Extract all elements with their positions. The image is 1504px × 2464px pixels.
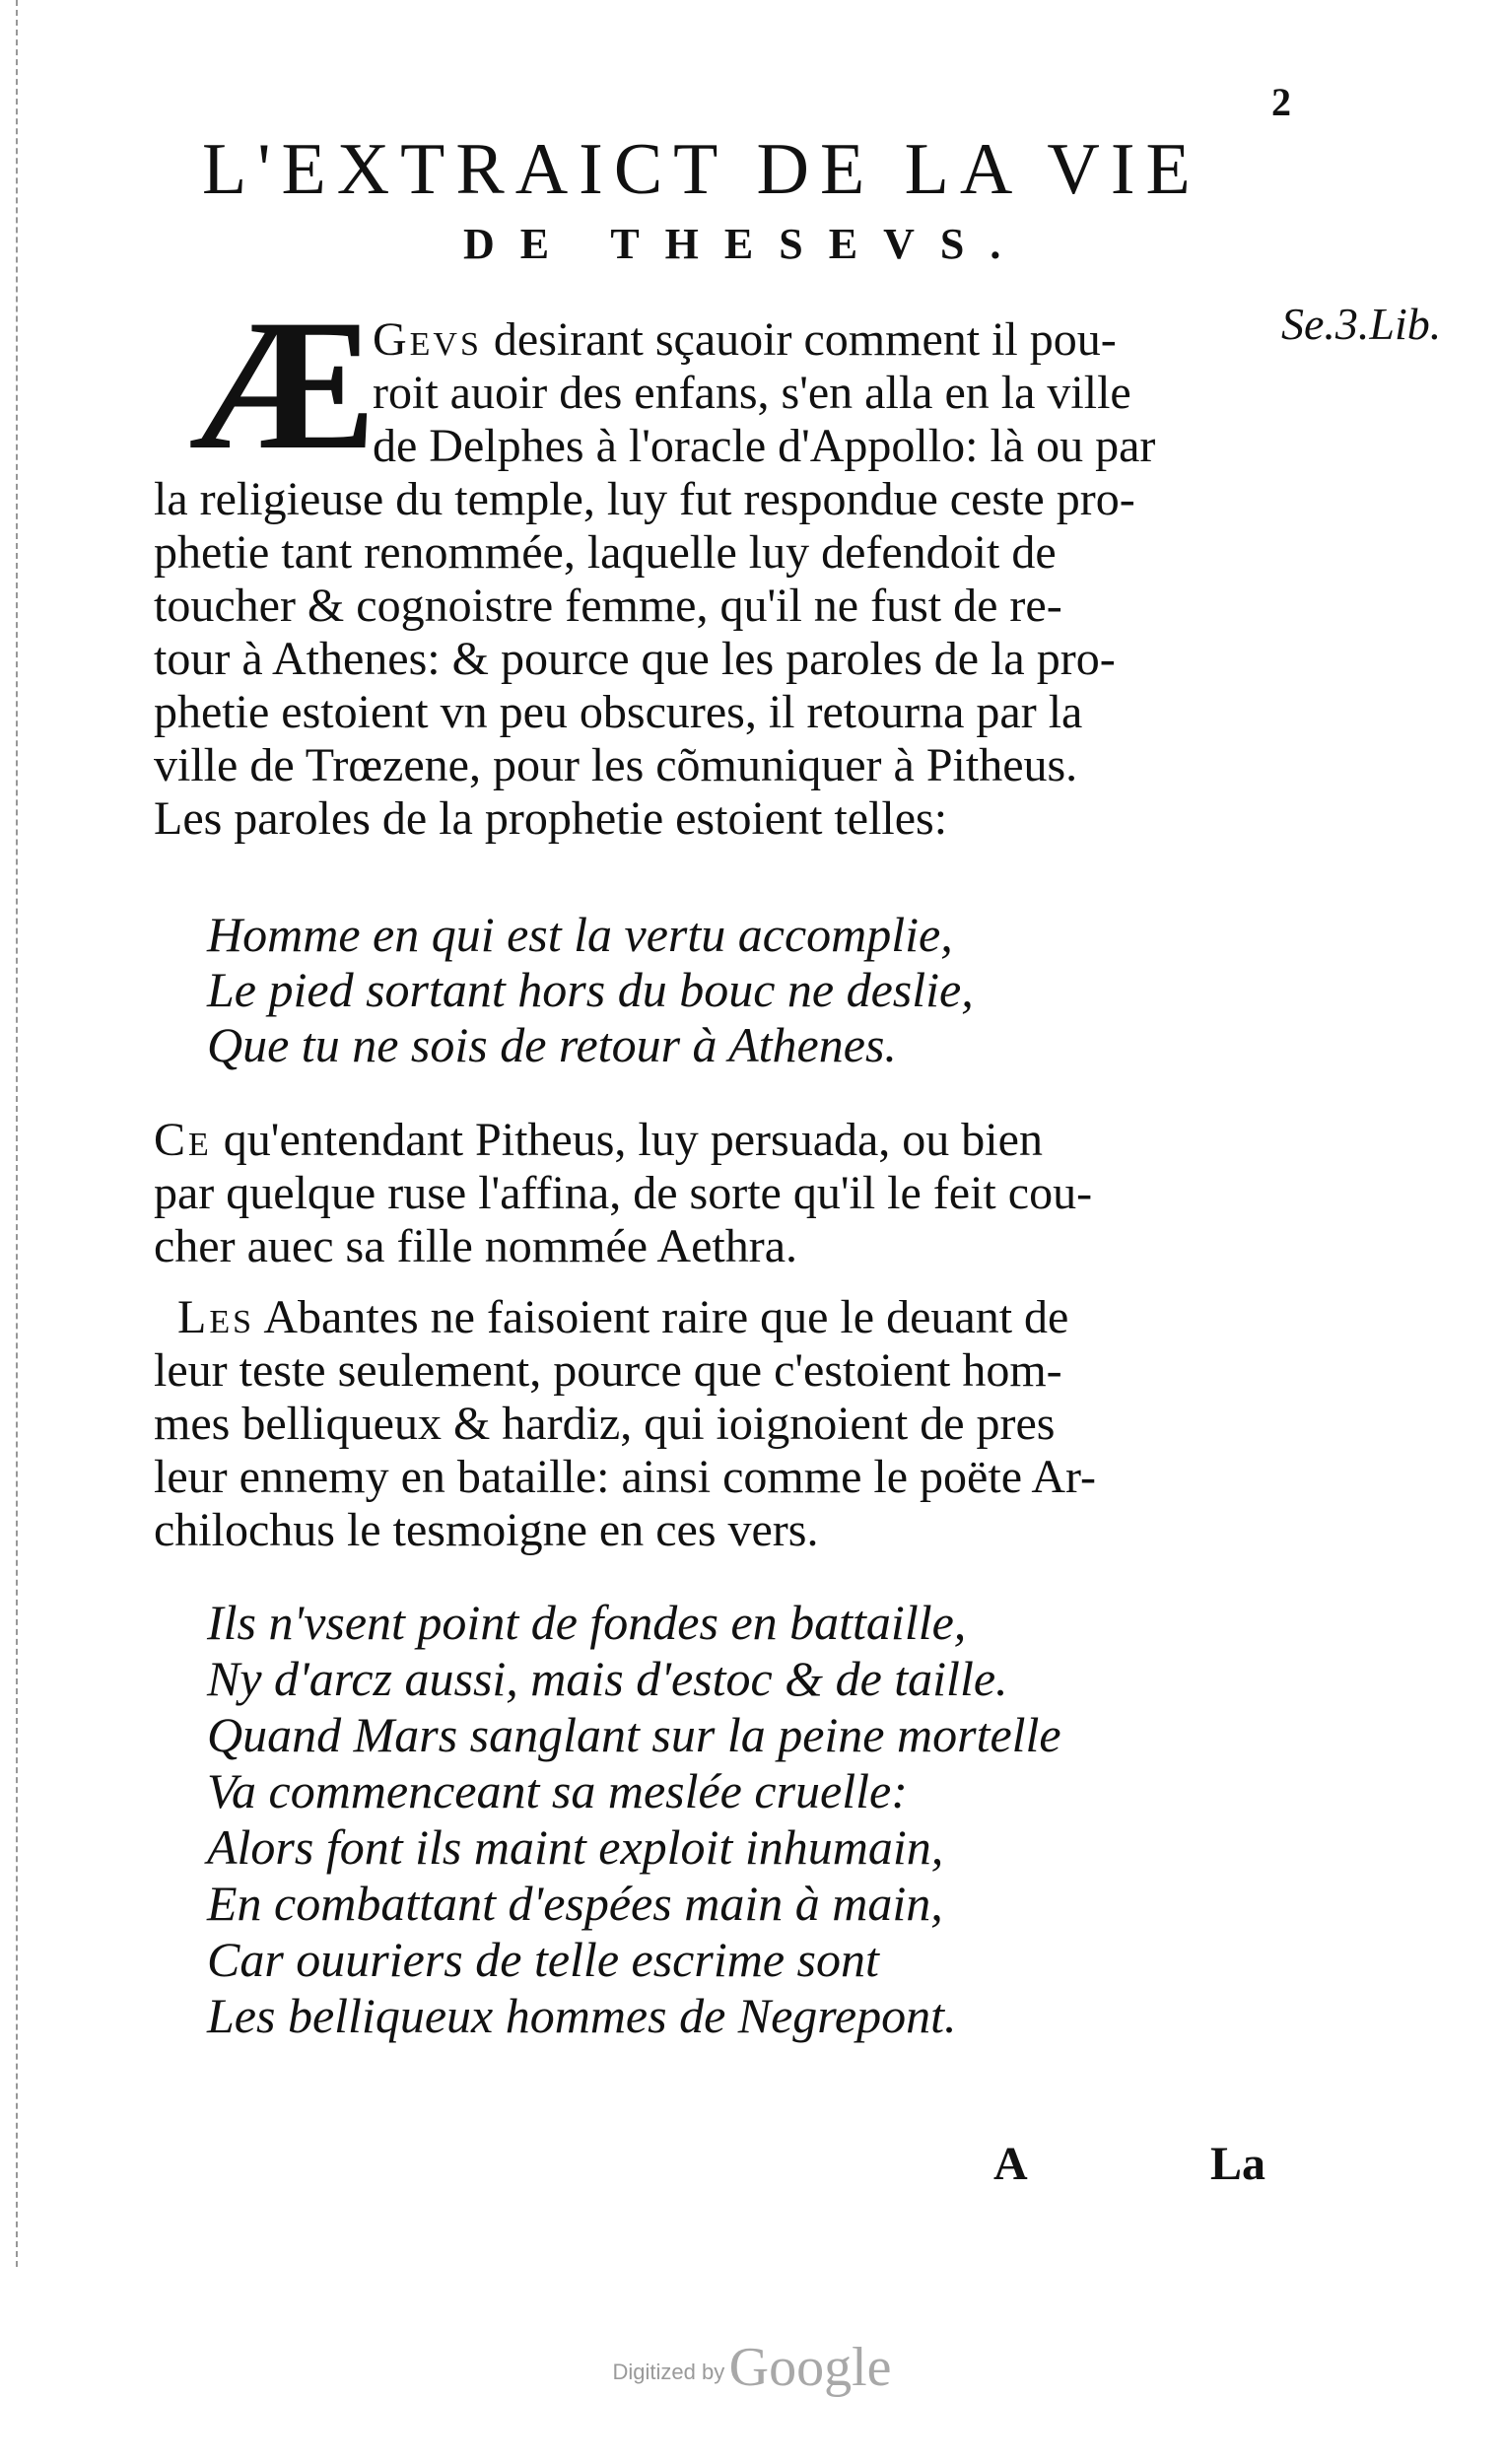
text-line: par quelque ruse l'affina, de sorte qu'il le feit cou- — [154, 1167, 1093, 1219]
verse-line: Ny d'arcz aussi, mais d'estoc & de taille. — [207, 1651, 1008, 1706]
text-line: Les paroles de la prophetie estoient telles: — [154, 792, 948, 845]
verse-line: En combattant d'espées main à main, — [207, 1876, 943, 1931]
verse-line: Quand Mars sanglant sur la peine mortelle — [207, 1707, 1061, 1762]
verse-line: Homme en qui est la vertu accomplie, — [207, 907, 953, 962]
paragraph-1-opening — [373, 313, 1289, 473]
text-line: Ce qu'entendant Pitheus, luy persuada, ou bien — [154, 1114, 1043, 1166]
text-line: leur ennemy en bataille: ainsi comme le poëte Ar- — [154, 1451, 1097, 1503]
archilochus-verse — [207, 1595, 1271, 2044]
text-line: toucher & cognoistre femme, qu'il ne fust de re- — [154, 580, 1062, 632]
verse-line: Va commenceant sa meslée cruelle: — [207, 1763, 908, 1818]
chapter-subtitle: DE THESEVS. — [463, 220, 1027, 268]
verse-line: Les belliqueux hommes de Negrepont. — [207, 1988, 957, 2043]
margin-note: Se.3.Lib. — [1281, 299, 1442, 349]
verse-line: Car ouuriers de telle escrime sont — [207, 1932, 879, 1987]
digitized-by-text: Digitized by — [612, 2360, 725, 2384]
text-line: leur teste seulement, pource que c'estoient hom- — [154, 1344, 1062, 1397]
small-caps-lead: Ce — [154, 1114, 212, 1166]
verse-line: Que tu ne sois de retour à Athenes. — [207, 1017, 897, 1072]
small-caps-lead: Les — [177, 1291, 254, 1343]
paragraph-2 — [154, 1114, 1297, 1273]
text-line: phetie estoient vn peu obscures, il retourna par la — [154, 686, 1083, 738]
text-line: Gevs desirant sçauoir comment il pou- — [373, 313, 1117, 366]
digitized-footer — [0, 2336, 1504, 2399]
signature-mark: A — [993, 2138, 1028, 2190]
paragraph-3 — [154, 1291, 1297, 1557]
paragraph-1-continued — [154, 473, 1297, 846]
drop-capital: Æ — [189, 282, 376, 489]
binding-edge — [0, 0, 18, 2267]
chapter-title: L'EXTRAICT DE LA VIE — [202, 129, 1201, 210]
text-line: la religieuse du temple, luy fut respondue ceste pro- — [154, 473, 1135, 525]
text-line: mes belliqueux & hardiz, qui ioignoient de pres — [154, 1398, 1056, 1450]
catchword: La — [1210, 2138, 1266, 2190]
verse-line: Alors font ils maint exploit inhumain, — [207, 1819, 944, 1875]
text-line: ville de Trœzene, pour les cõmuniquer à Pitheus. — [154, 739, 1078, 791]
text-line: de Delphes à l'oracle d'Appollo: là ou par — [373, 420, 1156, 472]
prophecy-verse — [207, 907, 1271, 1072]
verse-line: Le pied sortant hors du bouc ne deslie, — [207, 962, 974, 1017]
text-line: tour à Athenes: & pource que les paroles de la pro- — [154, 633, 1116, 685]
text-line: Les Abantes ne faisoient raire que le deuant de — [177, 1291, 1069, 1343]
small-caps-lead: Gevs — [373, 313, 482, 366]
page-number: 2 — [1271, 80, 1291, 124]
text-line: chilochus le tesmoigne en ces vers. — [154, 1504, 819, 1556]
text-line: phetie tant renommée, laquelle luy defendoit de — [154, 526, 1057, 579]
verse-line: Ils n'vsent point de fondes en battaille, — [207, 1595, 967, 1650]
google-logo: Google — [728, 2337, 892, 2398]
text-line: roit auoir des enfans, s'en alla en la ville — [373, 367, 1131, 419]
text-line: cher auec sa fille nommée Aethra. — [154, 1220, 798, 1272]
